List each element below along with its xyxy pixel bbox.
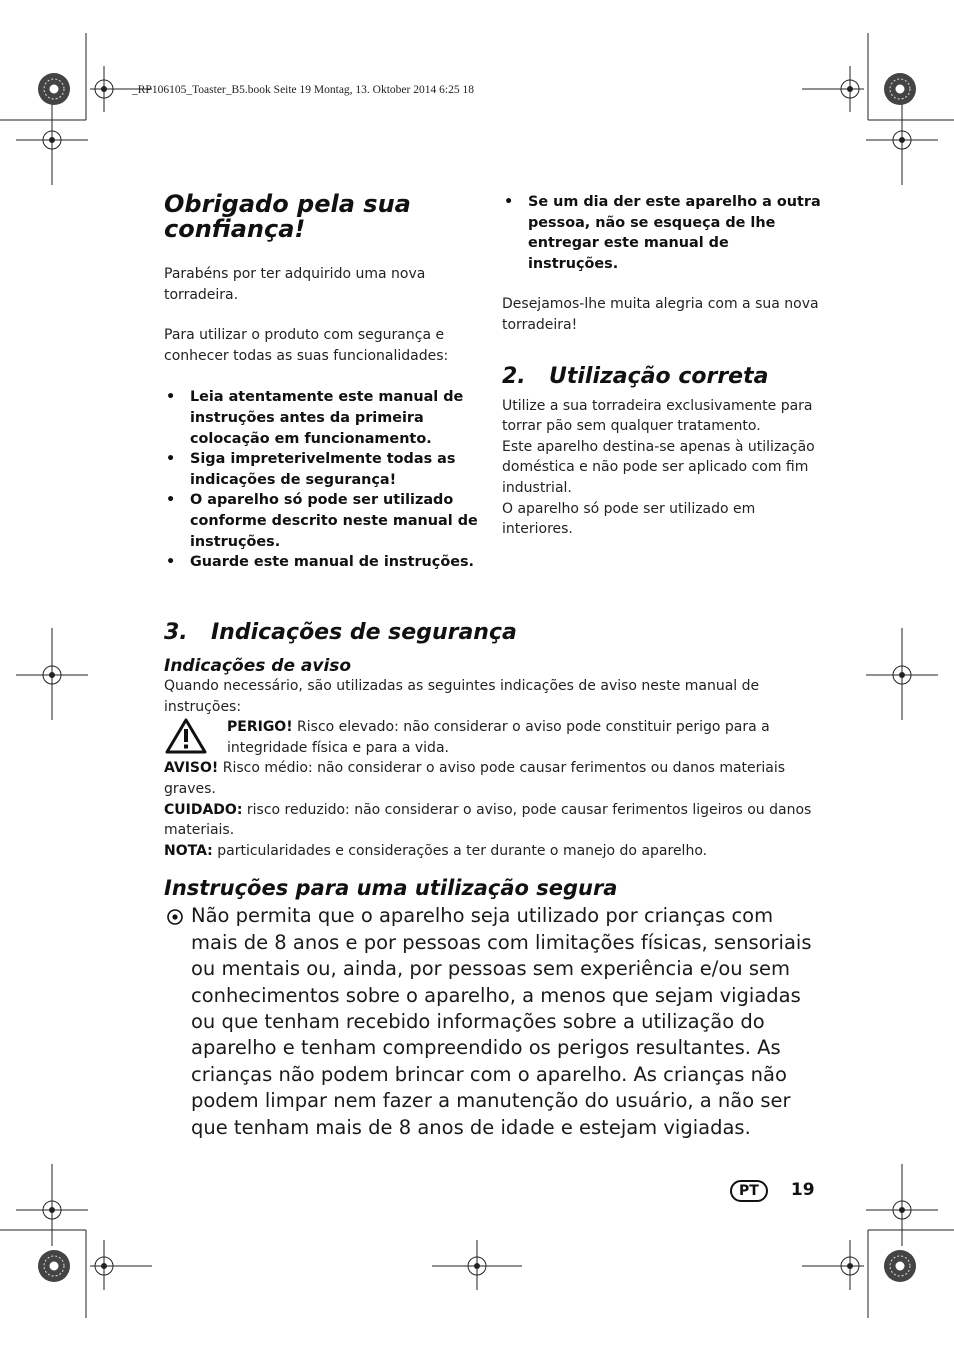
perigo-text: Risco elevado: não considerar o aviso pode constituir perigo para a integridade física e para a vida. <box>227 719 770 756</box>
list-item: • Siga impreterivelmente todas as indicações de segurança! <box>166 451 456 488</box>
safe-use-item <box>164 903 822 1141</box>
safe-use-paragraph: Não permita que o aparelho seja utilizado por crianças com mais de 8 anos e por pessoas com limitações físicas, sensoriais ou mentais ou, ainda, por pessoas sem experiência e/ou sem conhecimentos sobre o aparelho, a menos que sejam vigiadas ou que tenham recebido informações sobre a utilização do aparelho e tenham compreendido os perigos resultantes. As crianças não podem brincar com o aparelho. As crianças não podem limpar nem fazer a manutenção do usuário, a não ser que tenham mais de 8 anos de idade e estejam vigiadas. <box>191 904 812 1139</box>
list-item: • Guarde este manual de instruções. <box>164 552 482 573</box>
bullet-icon: • <box>504 194 514 210</box>
warnings-intro: Quando necessário, são utilizadas as seguintes indicações de aviso neste manual de instruções: <box>164 678 760 715</box>
book-header-line: _RP106105_Toaster_B5.book Seite 19 Montag, 13. Oktober 2014 6:25 18 <box>132 84 474 96</box>
section-3-title: Indicações de segurança <box>211 620 517 645</box>
section-2-title: Utilização correta <box>549 363 769 389</box>
list-item: • O aparelho só pode ser utilizado conforme descrito neste manual de instruções. <box>166 492 478 550</box>
left-column <box>164 192 482 573</box>
aviso-label: AVISO! <box>164 760 219 777</box>
use-paragraph-2: Este aparelho destina-se apenas à utilização doméstica e não pode ser aplicado com fim industrial. <box>502 438 815 496</box>
language-badge: PT <box>730 1180 768 1202</box>
instruction-bullet-list <box>164 387 482 572</box>
section-3-number: 3. <box>164 620 188 645</box>
aviso-text: Risco médio: não considerar o aviso pode causar ferimentos ou danos materiais graves. <box>164 760 786 797</box>
bullet-icon: • <box>166 451 176 468</box>
cuidado-label: CUIDADO: <box>164 801 243 818</box>
page-footer <box>730 1180 815 1202</box>
use-paragraph-1: Utilize a sua torradeira exclusivamente para torrar pão sem qualquer tratamento. <box>502 397 813 435</box>
page-title: Obrigado pela sua confiança! <box>164 190 411 243</box>
list-item: • Leia atentamente este manual de instruções antes da primeira colocação em funcionamento. <box>166 389 464 447</box>
list-item: • Se um dia der este aparelho a outra pessoa, não se esqueça de lhe entregar este manual de instruções. <box>504 194 821 272</box>
section-2-number: 2. <box>502 363 526 389</box>
section-2-heading <box>502 364 822 390</box>
warnings-subheading: Indicações de aviso <box>164 656 352 676</box>
safe-use-heading: Instruções para uma utilização segura <box>164 876 618 901</box>
safety-section <box>164 620 822 1141</box>
right-column <box>502 192 822 540</box>
section-3-heading <box>164 620 822 646</box>
nota-label: NOTA: <box>164 842 213 859</box>
page-number: 19 <box>790 1180 815 1200</box>
use-paragraph-3: O aparelho só pode ser utilizado em interiores. <box>502 500 756 538</box>
circled-dot-icon <box>166 908 184 926</box>
wish-paragraph: Desejamos-lhe muita alegria com a sua nova torradeira! <box>502 296 819 333</box>
bullet-icon: • <box>166 492 176 509</box>
cuidado-text: risco reduzido: não considerar o aviso, pode causar ferimentos ligeiros ou danos materiais. <box>164 801 812 839</box>
perigo-block <box>164 717 822 758</box>
bullet-icon: • <box>166 554 176 571</box>
bullet-icon: • <box>166 389 176 406</box>
handover-bullet-list <box>502 192 822 274</box>
intro-paragraph-1: Parabéns por ter adquirido uma nova torradeira. <box>164 266 426 303</box>
intro-paragraph-2: Para utilizar o produto com segurança e conhecer todas as suas funcionalidades: <box>164 327 449 364</box>
warning-triangle-icon <box>164 717 208 755</box>
nota-text: particularidades e considerações a ter durante o manejo do aparelho. <box>212 842 708 859</box>
perigo-label: PERIGO! <box>227 719 293 736</box>
